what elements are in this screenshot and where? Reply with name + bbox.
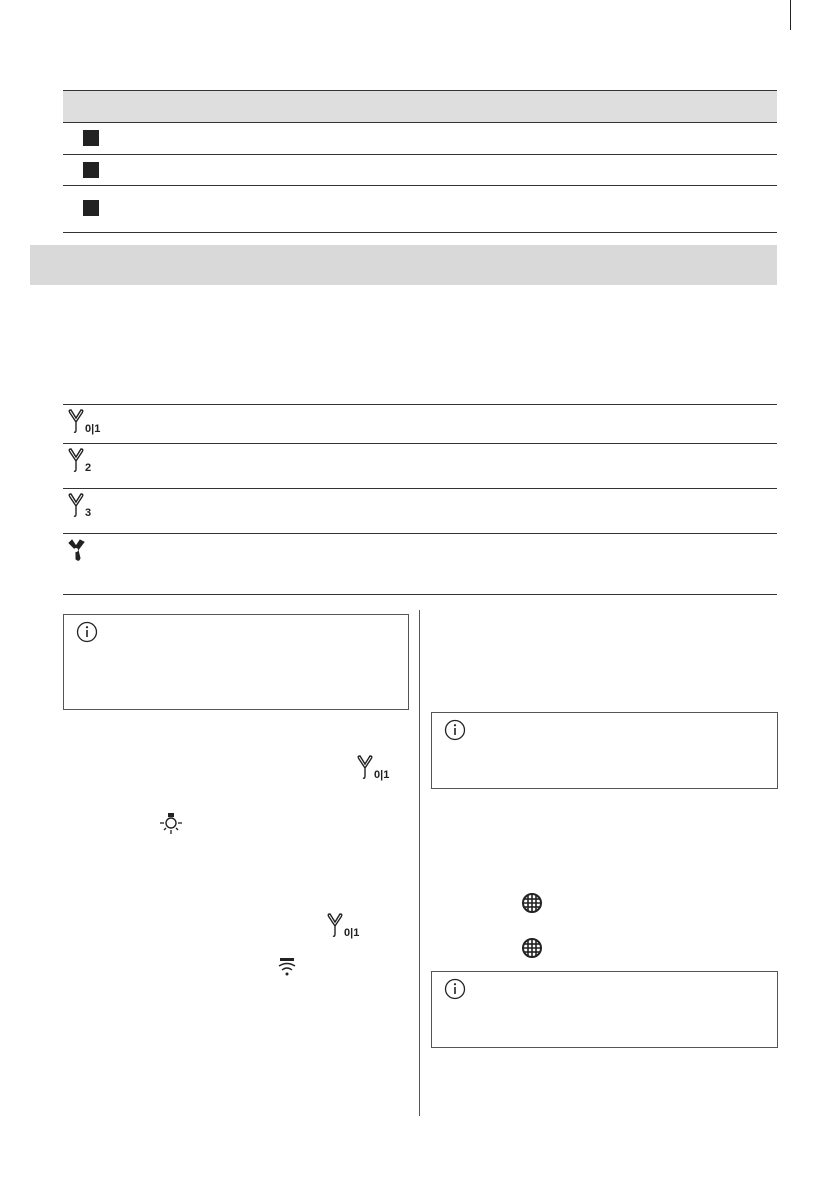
fan-speed-2-icon — [66, 448, 106, 474]
grease-filter-icon — [521, 892, 543, 914]
section-heading-band — [30, 245, 777, 285]
light-icon — [158, 812, 184, 836]
fan-boost-icon — [66, 538, 106, 564]
fan-table-row — [63, 489, 777, 534]
info-box — [431, 712, 778, 789]
grease-filter-icon — [521, 937, 543, 959]
svg-text:0|1: 0|1 — [374, 769, 390, 781]
top-table — [63, 90, 777, 233]
top-table-row — [63, 123, 777, 155]
fan-speed-3-icon — [66, 493, 106, 519]
info-box — [431, 971, 778, 1048]
column-divider — [419, 610, 420, 1116]
svg-text:3: 3 — [85, 507, 92, 519]
corner-crop-mark — [790, 0, 791, 30]
svg-text:2: 2 — [85, 462, 92, 474]
top-table-row — [63, 186, 777, 233]
info-icon — [76, 621, 98, 643]
fan-speed-0-1-icon — [325, 913, 365, 939]
info-box — [63, 614, 409, 710]
top-table-header — [63, 90, 777, 123]
fan-speed-0-1-icon — [66, 409, 106, 435]
info-icon — [444, 719, 466, 741]
fan-table-row — [63, 444, 777, 489]
fan-speed-table — [63, 404, 777, 595]
filter-icon — [276, 956, 298, 978]
fan-speed-0-1-icon — [355, 755, 395, 781]
black-square-marker — [83, 162, 99, 178]
top-table-row — [63, 155, 777, 186]
info-icon — [444, 978, 466, 1000]
black-square-marker — [83, 130, 99, 146]
black-square-marker — [83, 200, 99, 216]
fan-table-row — [63, 405, 777, 444]
svg-text:0|1: 0|1 — [85, 423, 101, 435]
fan-table-row — [63, 534, 777, 595]
svg-text:0|1: 0|1 — [344, 927, 360, 939]
